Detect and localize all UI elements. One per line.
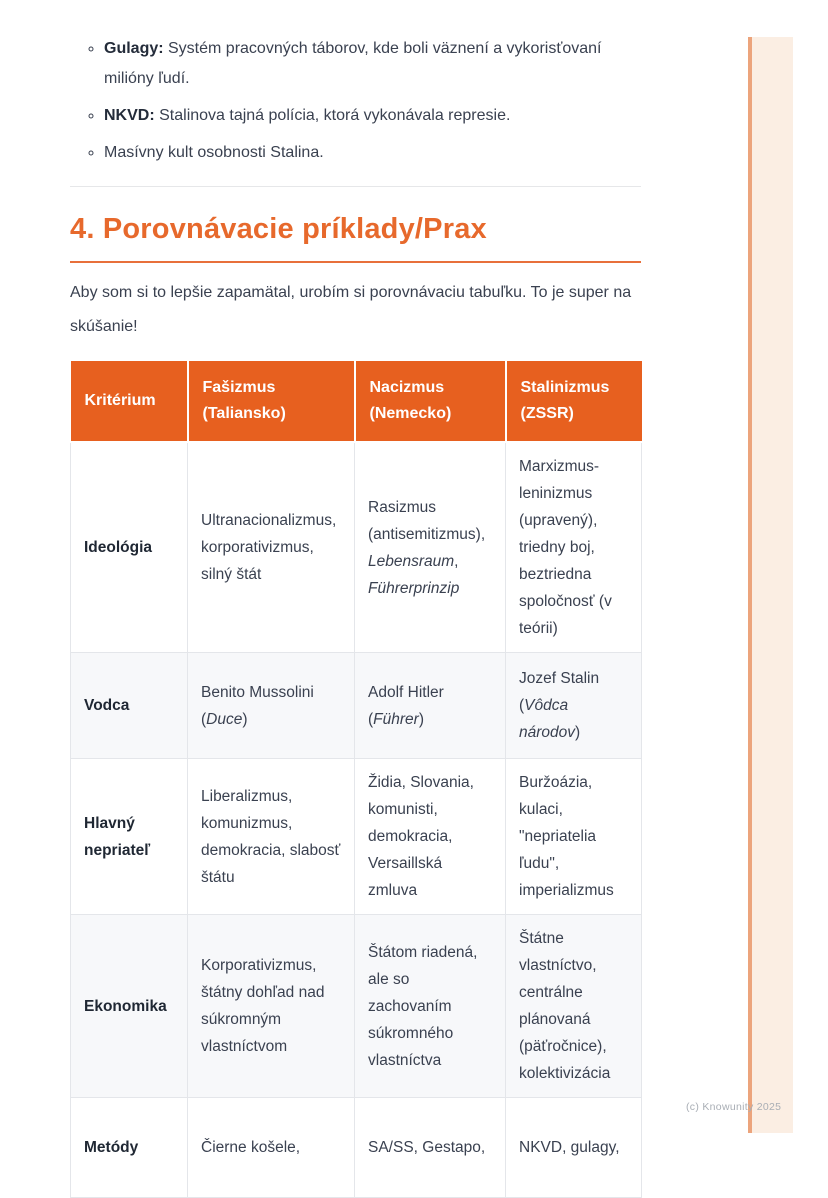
bullet-text: Masívny kult osobnosti Stalina. (104, 144, 324, 161)
bullet-list (70, 34, 641, 168)
header-row (71, 360, 642, 442)
cell-fasizmus (188, 653, 355, 759)
text-segment: Vôdca národov (519, 697, 576, 741)
table-header (71, 360, 642, 442)
column-header-stalinizmus: Stalinizmus (ZSSR) (506, 360, 642, 442)
cell-nacizmus (355, 653, 506, 759)
text-segment: Marxizmus-leninizmus (upravený), triedny boj, beztriedna spoločnosť (v teórii) (519, 458, 612, 637)
table-row (71, 1098, 642, 1198)
text-segment: ) (418, 710, 424, 728)
intro-paragraph: Aby som si to lepšie zapamätal, urobím si porovnávaciu tabuľku. To je super na skúšanie! (70, 284, 632, 335)
cell-stalinizmus (506, 1098, 642, 1198)
text-segment: Ultranacionalizmus, korporativizmus, silný štát (201, 512, 337, 583)
comparison-table (70, 359, 642, 1198)
list-item-gulagy (104, 34, 641, 94)
cell-fasizmus (188, 759, 355, 915)
text-segment: Štátne vlastníctvo, centrálne plánovaná (päťročnice), kolektivizácia (519, 930, 611, 1082)
column-header-fasizmus: Fašizmus (Taliansko) (188, 360, 355, 442)
table-row (71, 442, 642, 653)
text-segment: ) (242, 710, 248, 728)
text-segment: Korporativizmus, štátny dohľad nad súkromným vlastníctvom (201, 957, 325, 1055)
cell-stalinizmus (506, 442, 642, 653)
cell-nacizmus (355, 915, 506, 1098)
row-label: Metódy (71, 1098, 188, 1198)
list-item-nkvd (104, 101, 641, 131)
text-segment: Rasizmus (antisemitizmus), (368, 498, 486, 543)
bullet-term: Gulagy: (104, 40, 164, 57)
list-item-kult (104, 138, 641, 168)
cell-stalinizmus (506, 653, 642, 759)
text-segment: Čierne košele, (201, 1139, 301, 1156)
page-edge-stripe (748, 37, 793, 1133)
text-segment: SA/SS, Gestapo, (368, 1139, 486, 1156)
cell-stalinizmus (506, 915, 642, 1098)
text-segment: Führer (373, 710, 419, 728)
row-label: Vodca (71, 653, 188, 759)
text-segment: Jozef Stalin ( (519, 670, 600, 714)
watermark: (c) Knowunity 2025 (686, 1101, 782, 1113)
text-segment: Liberalizmus, komunizmus, demokracia, slabosť štátu (201, 787, 341, 886)
cell-nacizmus (355, 1098, 506, 1198)
table-row (71, 915, 642, 1098)
cell-fasizmus (188, 915, 355, 1098)
column-header-nacizmus: Nacizmus (Nemecko) (355, 360, 506, 442)
section-heading: 4. Porovnávacie príklady/Prax (70, 213, 487, 245)
bullet-text: Systém pracovných táborov, kde boli väznení a vykorisťovaní milióny ľudí. (104, 40, 602, 87)
table-row (71, 759, 642, 915)
column-header-kriterium: Kritérium (71, 360, 188, 442)
table-row (71, 653, 642, 759)
text-segment: Benito Mussolini ( (201, 683, 314, 728)
cell-stalinizmus (506, 759, 642, 915)
bullet-text: Stalinova tajná polícia, ktorá vykonávala represie. (154, 107, 511, 124)
text-segment: Štátom riadená, ale so zachovaním súkromného vlastníctva (368, 943, 478, 1069)
bullet-term: NKVD: (104, 107, 155, 124)
text-segment: Lebensraum (368, 552, 455, 570)
row-label: Ekonomika (71, 915, 188, 1098)
text-segment: NKVD, gulagy, (519, 1139, 620, 1156)
text-segment: Duce (206, 710, 243, 728)
heading-underline (70, 261, 641, 263)
row-label: Hlavný nepriateľ (71, 759, 188, 915)
text-segment: Židia, Slovania, komunisti, demokracia, Versaillská zmluva (368, 774, 474, 899)
text-segment: ) (575, 724, 581, 741)
page-content (70, 0, 641, 1198)
row-label: Ideológia (71, 442, 188, 653)
text-segment: , (454, 552, 459, 570)
text-segment: Adolf Hitler ( (368, 683, 444, 728)
section-divider (70, 186, 641, 187)
text-segment: Führerprinzip (368, 579, 460, 597)
cell-nacizmus (355, 759, 506, 915)
cell-fasizmus (188, 1098, 355, 1198)
cell-fasizmus (188, 442, 355, 653)
table-body (71, 442, 642, 1198)
cell-nacizmus (355, 442, 506, 653)
text-segment: Buržoázia, kulaci, "nepriatelia ľudu", imperializmus (519, 774, 614, 899)
